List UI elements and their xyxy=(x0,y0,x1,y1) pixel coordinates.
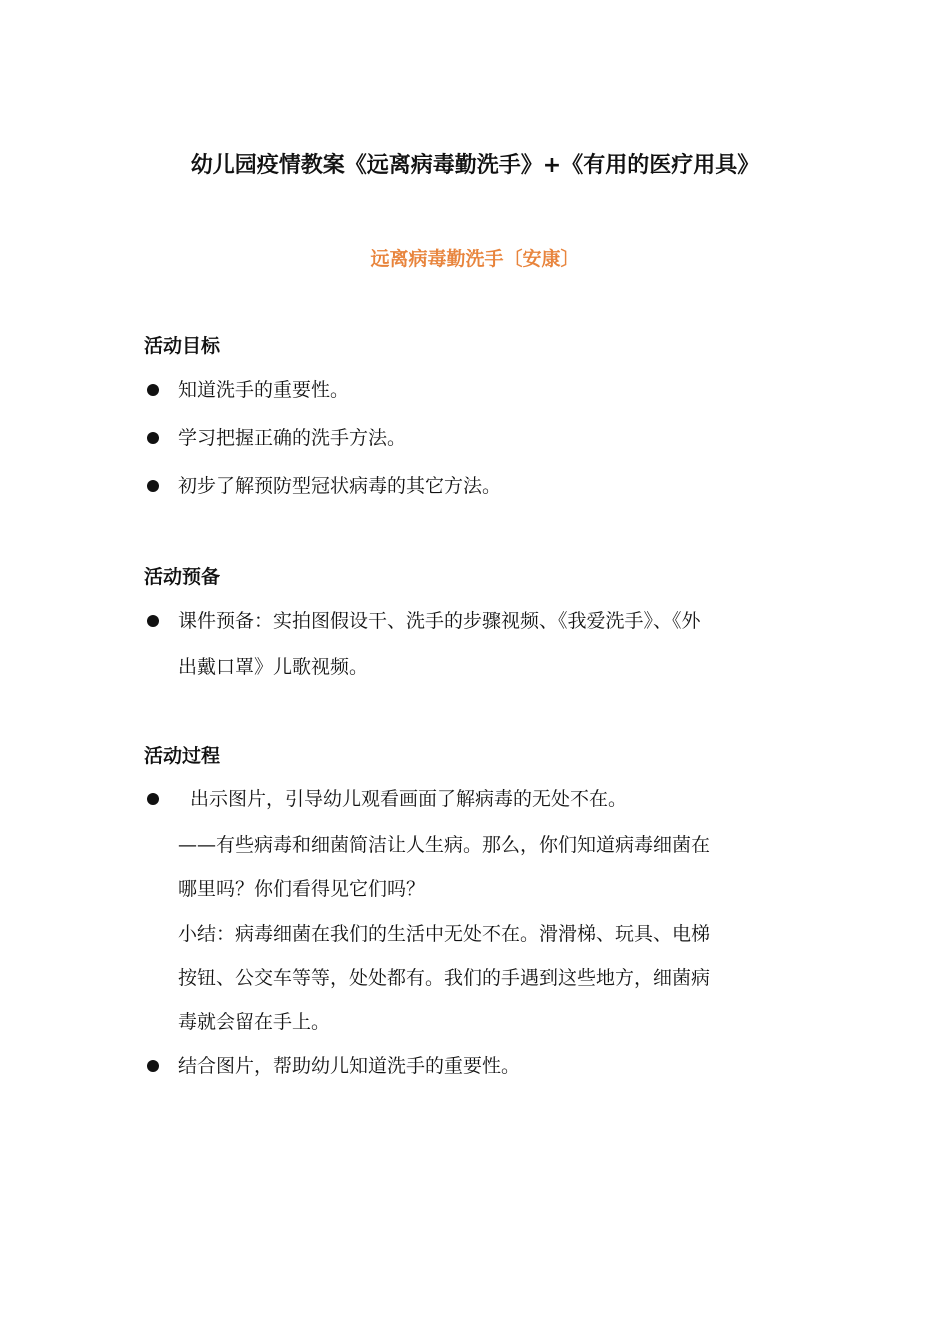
bullet-icon xyxy=(147,793,159,805)
process-dialog-line: 哪里吗？你们看得见它们吗？ xyxy=(178,878,426,900)
process-summary-line: 毒就会留在手上。 xyxy=(178,1011,331,1033)
bullet-icon xyxy=(147,480,159,492)
goal-item-text: 初步了解预防型冠状病毒的其它方法。 xyxy=(178,475,502,497)
bullet-icon xyxy=(147,1060,159,1072)
process-summary-line: 小结：病毒细菌在我们的生活中无处不在。滑滑梯、玩具、电梯 xyxy=(178,923,711,945)
preparation-item-line: 课件预备：实拍图假设干、洗手的步骤视频、《我爱洗手》、《外 xyxy=(178,610,701,632)
process-item-text: 结合图片，帮助幼儿知道洗手的重要性。 xyxy=(178,1055,521,1077)
process-summary-line: 按钮、公交车等等，处处都有。我们的手遇到这些地方，细菌病 xyxy=(178,967,711,989)
section-heading-goals: 活动目标 xyxy=(144,335,221,357)
process-item-text: 出示图片，引导幼儿观看画面了解病毒的无处不在。 xyxy=(190,788,628,810)
document-title: 幼儿园疫情教案《远离病毒勤洗手》+《有用的医疗用具》 xyxy=(190,153,760,178)
bullet-icon xyxy=(147,615,159,627)
bullet-icon xyxy=(147,432,159,444)
section-heading-process: 活动过程 xyxy=(144,745,221,767)
process-dialog-line: ——有些病毒和细菌简洁让人生病。那么，你们知道病毒细菌在 xyxy=(178,834,711,856)
lesson-subtitle: 远离病毒勤洗手〔安康〕 xyxy=(370,248,580,270)
goal-item-text: 学习把握正确的洗手方法。 xyxy=(178,427,407,449)
bullet-icon xyxy=(147,384,159,396)
goal-item-text: 知道洗手的重要性。 xyxy=(178,379,350,401)
section-heading-preparation: 活动预备 xyxy=(144,566,221,588)
preparation-item-continuation: 出戴口罩》儿歌视频。 xyxy=(178,656,369,678)
